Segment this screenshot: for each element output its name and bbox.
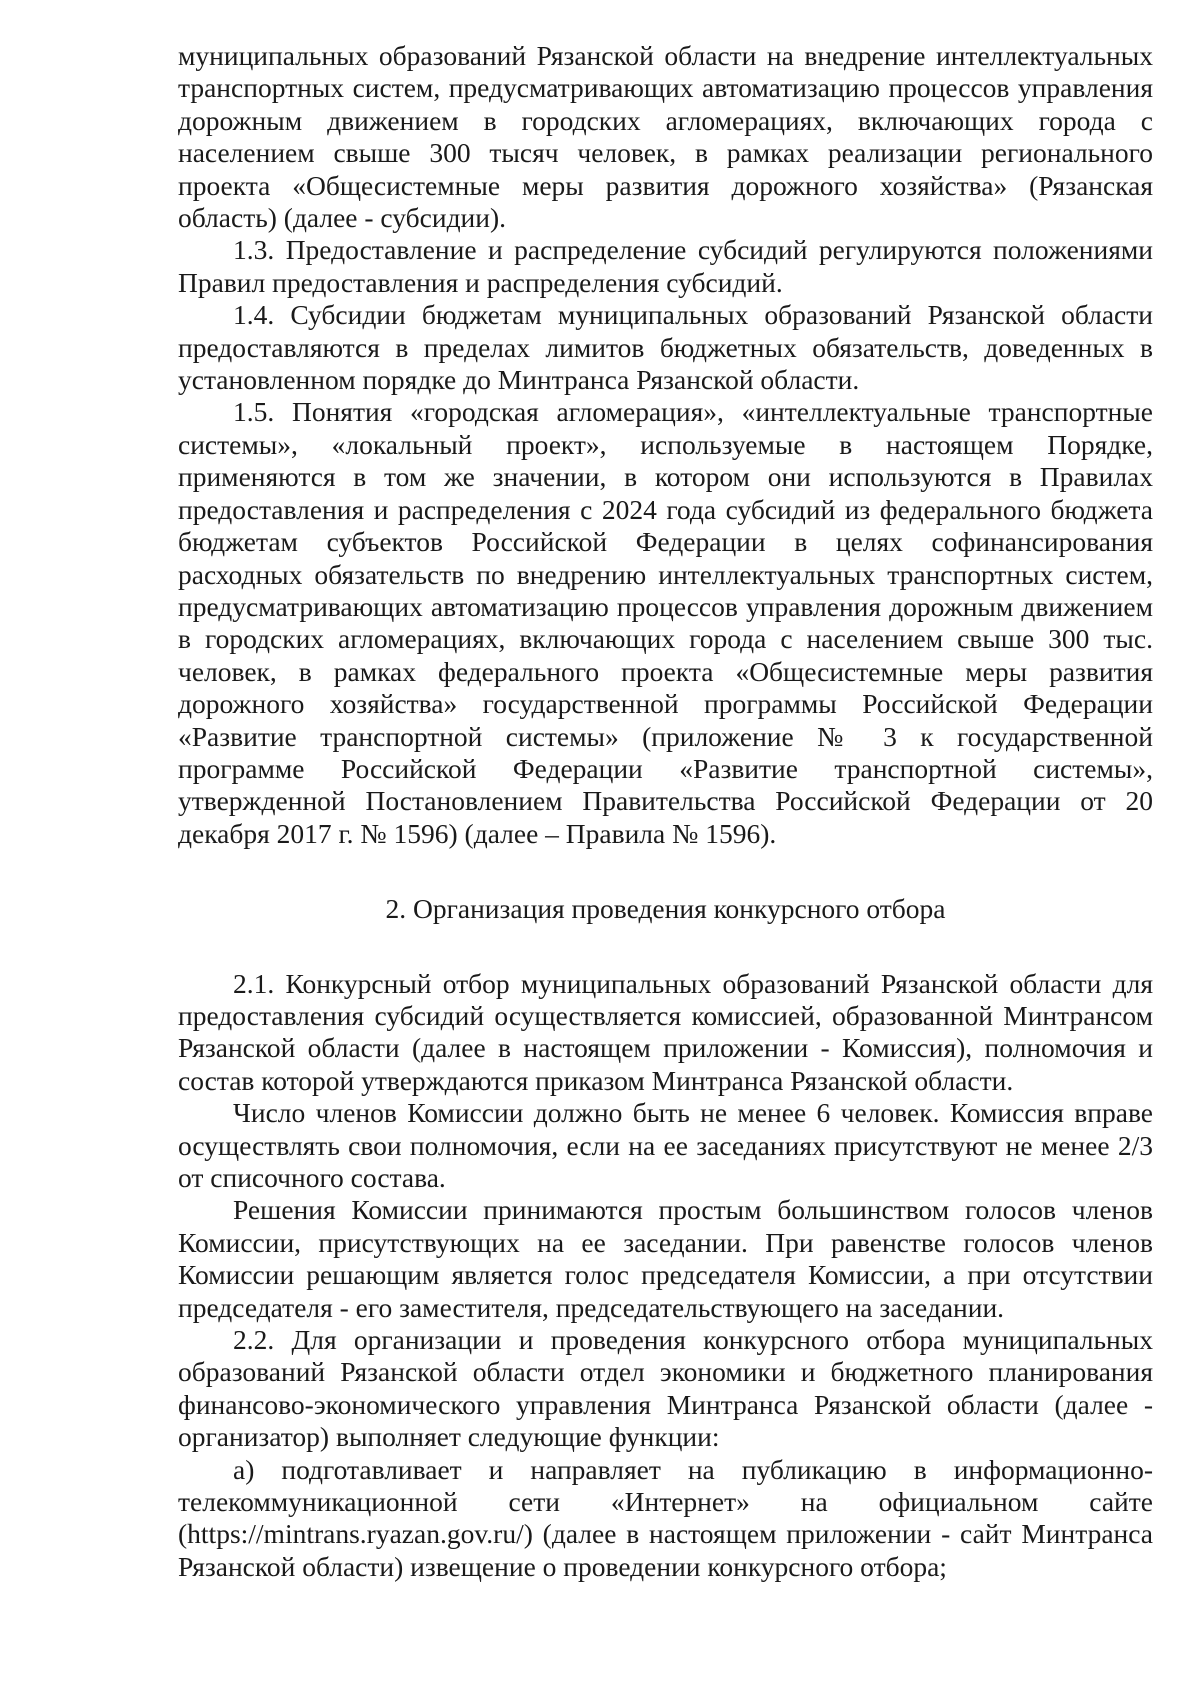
document-body <box>178 40 1153 1583</box>
paragraph-commission-decisions: Решения Комиссии принимаются простым большинством голосов членов Комиссии, присутствующих на ее заседании. При равенстве голосов членов Комиссии решающим является голос председателя Комиссии, а при отсутствии председателя - его заместителя, председательствующего на заседании. <box>178 1194 1153 1323</box>
section-heading: 2. Организация проведения конкурсного отбора <box>385 893 946 925</box>
paragraph-2-1: 2.1. Конкурсный отбор муниципальных образований Рязанской области для предоставления субсидий осуществляется комиссией, образованной Минтрансом Рязанской области (далее в настоящем приложении - Комиссия), полномочия и состав которой утверждаются приказом Минтранса Рязанской области. <box>178 967 1153 1096</box>
paragraph-1-5: 1.5. Понятия «городская агломерация», «интеллектуальные транспортные системы», «локальный проект», используемые в настоящем Порядке, применяются в том же значении, в котором они используются в Правилах предоставления и распределения с 2024 года субсидий из федерального бюджета бюджетам субъектов Российской Федерации в целях софинансирования расходных обязательств по внедрению интеллектуальных транспортных систем, предусматривающих автоматизацию процессов управления дорожным движением в городских агломерациях, включающих города с населением свыше 300 тыс. человек, в рамках федерального проекта «Общесистемные меры развития дорожного хозяйства» государственной программы Российской Федерации «Развитие транспортной системы» (приложение № 3 к государственной программе Российской Федерации «Развитие транспортной системы», утвержденной Постановлением Правительства Российской Федерации от 20 декабря 2017 г. № 1596) (далее – Правила № 1596). <box>178 396 1153 849</box>
paragraph-2-2: 2.2. Для организации и проведения конкурсного отбора муниципальных образований Рязанской области отдел экономики и бюджетного планирования финансово-экономического управления Минтранса Рязанской области (далее - организатор) выполняет следующие функции: <box>178 1324 1153 1453</box>
paragraph-subsidy-purpose-continuation: муниципальных образований Рязанской области на внедрение интеллектуальных транспортных систем, предусматривающих автоматизацию процессов управления дорожным движением в городских агломерациях, включающих города с населением свыше 300 тысяч человек, в рамках реализации регионального проекта «Общесистемные меры развития дорожного хозяйства» (Рязанская область) (далее - субсидии). <box>178 40 1153 234</box>
paragraph-2-2-a: а) подготавливает и направляет на публикацию в информационно-телекоммуникационной сети «Интернет» на официальном сайте (https://mintrans.ryazan.gov.ru/) (далее в настоящем приложении - сайт Минтранса Рязанской области) извещение о проведении конкурсного отбора; <box>178 1453 1153 1582</box>
paragraph-1-3: 1.3. Предоставление и распределение субсидий регулируются положениями Правил предоставления и распределения субсидий. <box>178 234 1153 298</box>
paragraph-1-4: 1.4. Субсидии бюджетам муниципальных образований Рязанской области предоставляются в пределах лимитов бюджетных обязательств, доведенных в установленном порядке до Минтранса Рязанской области. <box>178 299 1153 396</box>
paragraph-commission-members: Число членов Комиссии должно быть не менее 6 человек. Комиссия вправе осуществлять свои полномочия, если на ее заседаниях присутствуют не менее 2/3 от списочного состава. <box>178 1097 1153 1193</box>
